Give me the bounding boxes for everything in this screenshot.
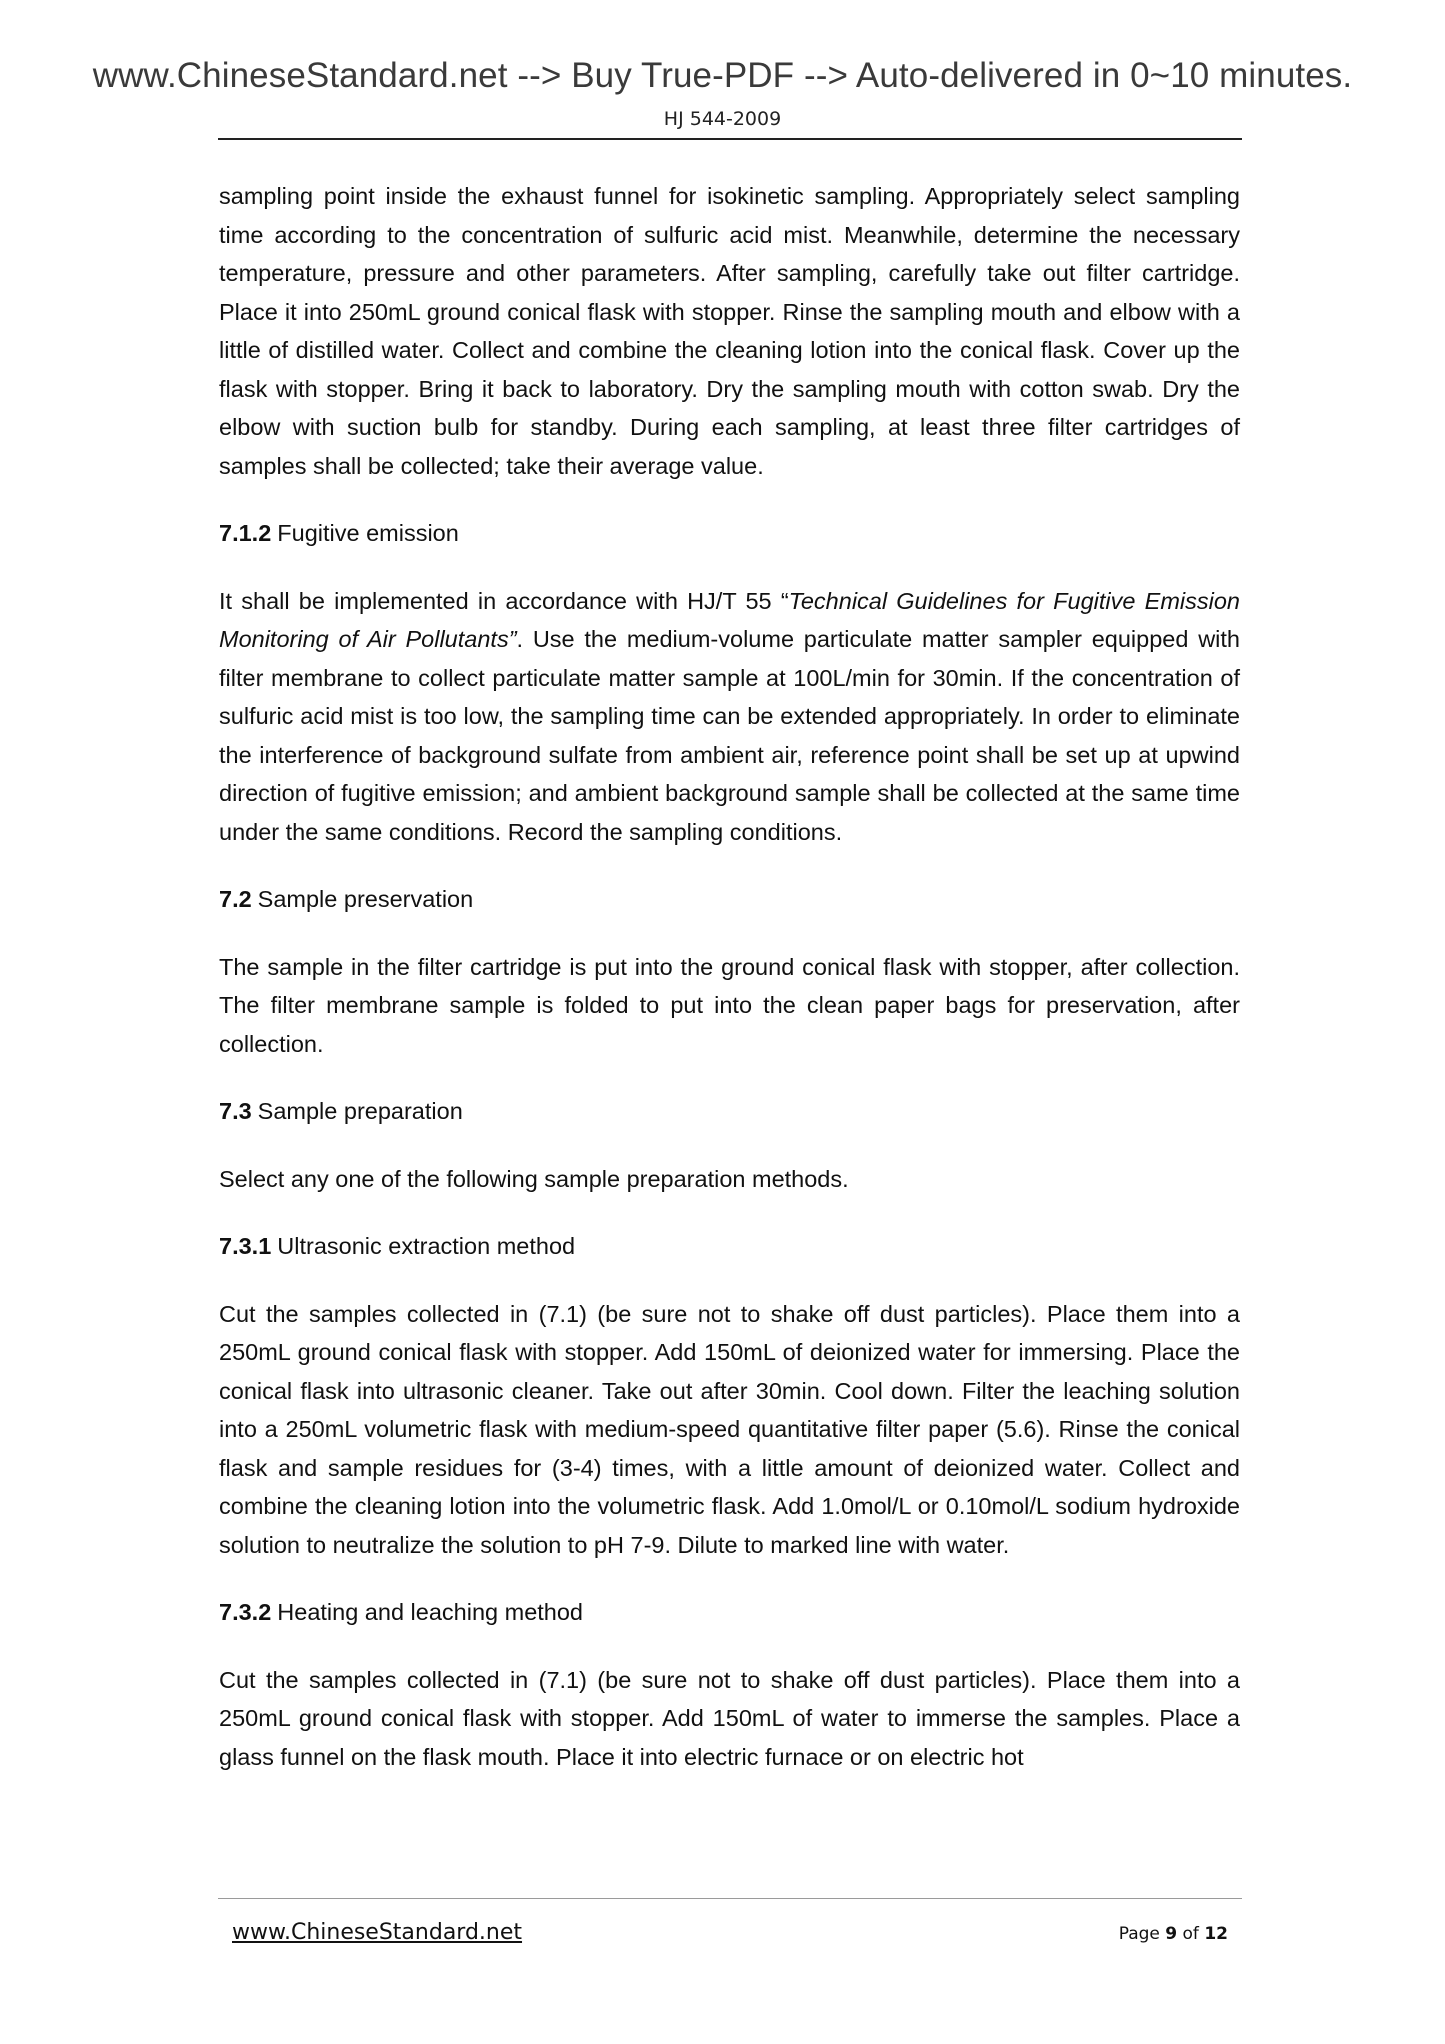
page-current: 9 <box>1165 1924 1178 1944</box>
paragraph-7-3: Select any one of the following sample preparation methods. <box>219 1165 849 1192</box>
page-of: of <box>1177 1924 1205 1944</box>
page-prefix: Page <box>1118 1924 1166 1944</box>
document-body <box>219 177 1240 1805</box>
page-total: 12 <box>1204 1924 1228 1944</box>
footer-rule <box>218 1898 1242 1899</box>
section-number: 7.3.1 <box>219 1233 272 1259</box>
section-title: Fugitive emission <box>277 520 459 546</box>
section-title: Sample preparation <box>257 1098 463 1124</box>
section-number: 7.3.2 <box>219 1599 272 1625</box>
section-title: Sample preservation <box>257 886 474 912</box>
section-title: Heating and leaching method <box>277 1599 583 1625</box>
guideline-title-italic: Technical Guidelines for Fugitive Emission Monitoring of Air Pollutants” <box>219 587 1240 652</box>
heading-7-1-2 <box>219 514 1240 553</box>
top-banner: www.ChineseStandard.net --> Buy True-PDF --> Auto-delivered in 0~10 minutes. <box>92 56 1353 95</box>
header-rule <box>218 138 1242 140</box>
text-run: It shall be implemented in accordance with HJ/T 55 “ <box>219 587 789 614</box>
footer-link[interactable]: www.ChineseStandard.net <box>232 1920 523 1945</box>
heading-7-2 <box>219 880 1240 919</box>
section-number: 7.2 <box>219 886 252 912</box>
page-number <box>1119 1924 1228 1944</box>
paragraph-7-3-2: Cut the samples collected in (7.1) (be sure not to shake off dust particles). Place them into a 250mL ground conical flask with stopper. Add 150mL of water to immerse the samples. Place a glass funnel on the flask mouth. Place it into electric furnace or on electric hot <box>219 1666 1240 1770</box>
section-title: Ultrasonic extraction method <box>277 1233 576 1259</box>
page-footer <box>232 1920 1228 1954</box>
paragraph-7-1-2 <box>219 582 1240 852</box>
standard-number: HJ 544-2009 <box>663 108 782 130</box>
paragraph-7-2: The sample in the filter cartridge is put into the ground conical flask with stopper, after collection. The filter membrane sample is folded to put into the clean paper bags for preservation, after collection. <box>219 953 1240 1057</box>
text-run: . Use the medium-volume particulate matter sampler equipped with filter membrane to collect particulate matter sample at 100L/min for 30min. If the concentration of sulfuric acid mist is too low, the sampling time can be extended appropriately. In order to eliminate the interference of background sulfate from ambient air, reference point shall be set up at upwind direction of fugitive emission; and ambient background sample shall be collected at the same time under the same conditions. Record the sampling conditions. <box>219 626 1240 845</box>
section-number: 7.1.2 <box>219 520 272 546</box>
paragraph-7-3-1: Cut the samples collected in (7.1) (be sure not to shake off dust particles). Place them into a 250mL ground conical flask with stopper. Add 150mL of deionized water for immersing. Place the conical flask into ultrasonic cleaner. Take out after 30min. Cool down. Filter the leaching solution into a 250mL volumetric flask with medium-speed quantitative filter paper (5.6). Rinse the conical flask and sample residues for (3-4) times, with a little amount of deionized water. Collect and combine the cleaning lotion into the volumetric flask. Add 1.0mol/L or 0.10mol/L sodium hydroxide solution to neutralize the solution to pH 7-9. Dilute to marked line with water. <box>219 1300 1240 1558</box>
heading-7-3 <box>219 1092 1240 1131</box>
heading-7-3-2 <box>219 1593 1240 1632</box>
heading-7-3-1 <box>219 1227 1240 1266</box>
paragraph-continuation: sampling point inside the exhaust funnel for isokinetic sampling. Appropriately select sampling time according to the concentration of sulfuric acid mist. Meanwhile, determine the necessary temperature, pressure and other parameters. After sampling, carefully take out filter cartridge. Place it into 250mL ground conical flask with stopper. Rinse the sampling mouth and elbow with a little of distilled water. Collect and combine the cleaning lotion into the conical flask. Cover up the flask with stopper. Bring it back to laboratory. Dry the sampling mouth with cotton swab. Dry the elbow with suction bulb for standby. During each sampling, at least three filter cartridges of samples shall be collected; take their average value. <box>219 183 1240 479</box>
section-number: 7.3 <box>219 1098 252 1124</box>
